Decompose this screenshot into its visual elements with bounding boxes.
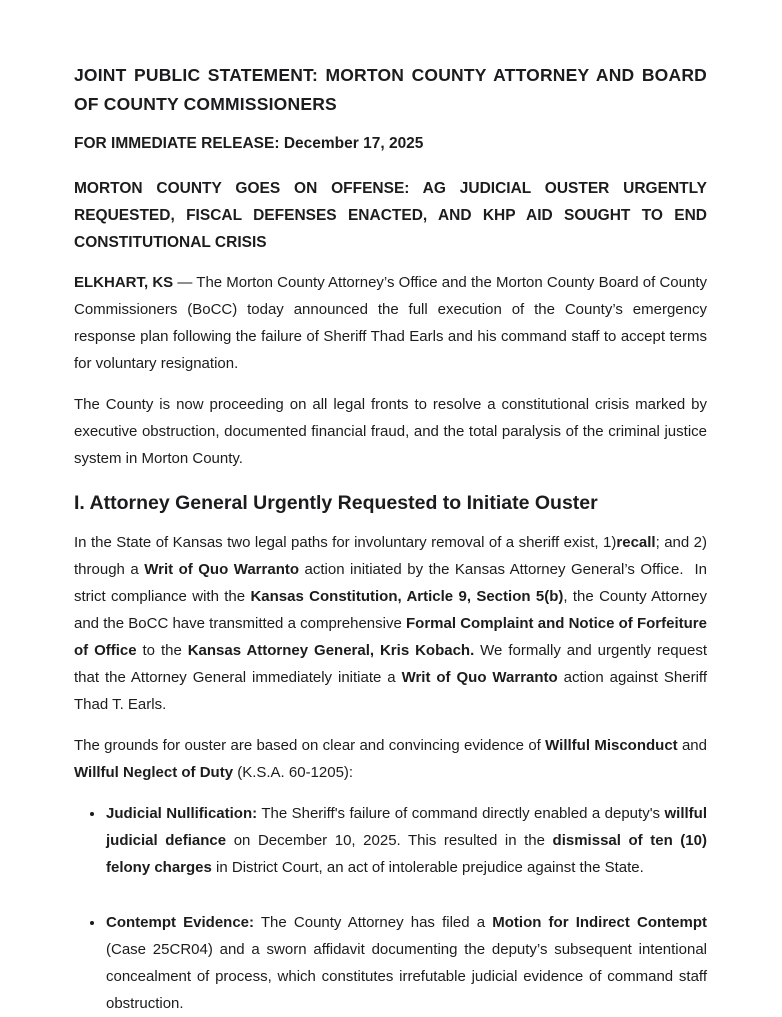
paragraph-legal-paths: In the State of Kansas two legal paths for involuntary removal of a sheriff exist, 1)recall; and 2) through a Writ of Quo Warranto action initiated by the Kansas Attorney General’s Office. In strict compliance with the Kansas Constitution, Article 9, Section 5(b), the County Attorney and the BoCC have transmitted a comprehensive Formal Complaint and Notice of Forfeiture of Office to the Kansas Attorney General, Kris Kobach. We formally and urgently request that the Attorney General immediately initiate a Writ of Quo Warranto action against Sheriff Thad T. Earls. bbox=[74, 534, 708, 713]
paragraph-crisis: The County is now proceeding on all legal fronts to resolve a constitutional crisis marked by executive obstruction, documented financial fraud, and the total paralysis of the criminal justice system in Morton County. bbox=[74, 396, 707, 467]
section-heading-ouster: I. Attorney General Urgently Requested to Initiate Ouster bbox=[74, 492, 598, 514]
grounds-bullet-list bbox=[74, 800, 707, 1017]
paragraph-lead: ELKHART, KS — The Morton County Attorney’s Office and the Morton County Board of County Commissioners (BoCC) today announced the full execution of the County’s emergency response plan following the failure of Sheriff Thad Earls and his command staff to accept terms for voluntary resignation. bbox=[74, 274, 707, 372]
paragraph-grounds: The grounds for ouster are based on clear and convincing evidence of Willful Misconduct and Willful Neglect of Duty (K.S.A. 60-1205): bbox=[74, 737, 707, 781]
release-line: FOR IMMEDIATE RELEASE: December 17, 2025 bbox=[74, 135, 424, 152]
headline: MORTON COUNTY GOES ON OFFENSE: AG JUDICIAL OUSTER URGENTLY REQUESTED, FISCAL DEFENSES ENACTED, AND KHP AID SOUGHT TO END CONSTITUTIONAL CRISIS bbox=[74, 180, 707, 251]
page-title: JOINT PUBLIC STATEMENT: MORTON COUNTY ATTORNEY AND BOARD OF COUNTY COMMISSIONERS bbox=[74, 65, 707, 114]
bullet-judicial-nullification: • Judicial Nullification: The Sheriff's failure of command directly enabled a deputy's willful judicial defiance on December 10, 2025. This resulted in the dismissal of ten (10) felony charges in District Court, an act of intolerable prejudice against the State. bbox=[105, 800, 707, 881]
bullet-contempt-evidence: • Contempt Evidence: The County Attorney has filed a Motion for Indirect Contempt (Case 25CR04) and a sworn affidavit documenting the deputy’s subsequent intentional concealment of process, which constitutes irrefutable judicial evidence of command staff obstruction. bbox=[105, 909, 707, 1017]
